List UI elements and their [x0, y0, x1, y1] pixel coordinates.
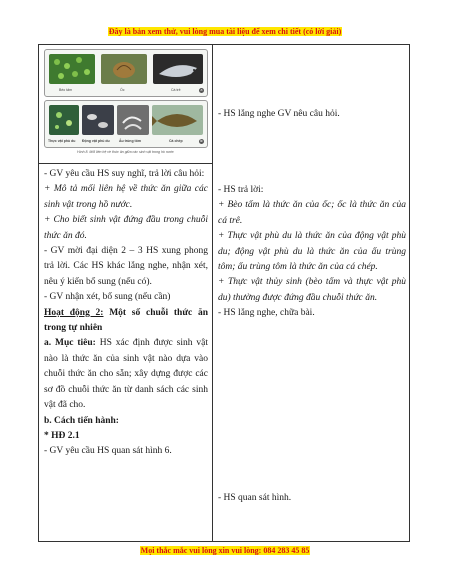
label-snail: Ốc [120, 88, 125, 92]
food-chain-figure [44, 49, 207, 161]
left-line-feedback: - GV nhận xét, bổ sung (nếu cần) [44, 292, 171, 303]
panel-b-number: b [200, 139, 203, 143]
activity-heading: Hoạt động 2: Một số chuỗi thức ăn trong tự nhiên [44, 307, 208, 334]
answer-intro: - HS trả lời: [218, 185, 264, 195]
activity-steps-label: b. Cách tiến hành: [44, 415, 119, 426]
figure-caption: Hình 8. Mối liên hệ về thức ăn giữa các sinh vật trong hồ nước [77, 150, 174, 154]
answer-note: - HS lắng nghe, chữa bài. [218, 308, 315, 319]
duckweed-image [49, 54, 95, 84]
left-line-describe: + Mô tả mối liên hệ về thức ăn giữa các sinh vật trong hồ nước. [44, 184, 208, 210]
figure-panel-b [44, 100, 208, 148]
label-carp: Cá chép [169, 139, 183, 143]
label-zooplankton: Động vật phù du [82, 139, 110, 143]
preview-banner: Đây là bản xem thử, vui lòng mua tài liệu để xem chi tiết (có lời giải) [108, 27, 342, 36]
row-divider [39, 163, 212, 164]
teacher-column [44, 167, 208, 460]
shrimp-larvae-image [117, 105, 149, 135]
label-phytoplankton: Thực vật phù du [48, 139, 76, 143]
activity-hd-label: * HĐ 2.1 [44, 430, 80, 441]
zooplankton-image [82, 105, 114, 135]
figure-panel-a [44, 49, 208, 97]
phytoplankton-image [49, 105, 79, 135]
label-shrimp-larvae: Ấu trùng tôm [119, 139, 141, 143]
lesson-table [38, 44, 410, 542]
left-line-invite: - GV mời đại diện 2 – 3 HS xung phong trả lời. Các HS khác lắng nghe, nhận xét, nêu ý kiến bổ sung (nếu có). [44, 246, 208, 287]
left-line-first-organism: + Cho biết sinh vật đứng đầu trong chuỗi thức ăn đó. [44, 215, 208, 241]
student-answers [218, 183, 406, 322]
answer-2: + Thực vật phù du là thức ăn của động vật phù du; động vật phù du là thức ăn của ấu trùng tôm; ấu trùng tôm là thức ăn của cá chép. [218, 231, 406, 273]
activity-goal: a. Mục tiêu: HS xác định được sinh vật nào là thức ăn của sinh vật nào dựa vào chuỗi thức ăn cho sẵn; xây dựng được các sơ đồ chuỗi thức ăn từ danh sách các sinh vật đã cho. [44, 338, 208, 411]
contact-banner: Mọi thắc mắc vui lòng xin vui lòng: 084 283 45 85 [140, 546, 310, 555]
answer-1: + Bèo tấm là thức ăn của ốc; ốc là thức ăn của cá trê. [218, 200, 406, 226]
label-duckweed: Bèo tấm [59, 88, 73, 92]
student-observe: - HS quan sát hình. [218, 493, 292, 503]
left-line-question: - GV yêu cầu HS suy nghĩ, trả lời câu hỏi: [44, 169, 205, 179]
activity-hd-text: - GV yêu cầu HS quan sát hình 6. [44, 446, 172, 457]
column-divider [212, 45, 213, 541]
student-listen: - HS lắng nghe GV nêu câu hỏi. [218, 109, 340, 119]
label-catfish: Cá trê [171, 88, 181, 92]
answer-3: + Thực vật thủy sinh (bèo tấm và thực vật phù du) thường được đứng đầu chuỗi thức ăn. [218, 277, 406, 303]
panel-a-number: a [200, 88, 203, 92]
